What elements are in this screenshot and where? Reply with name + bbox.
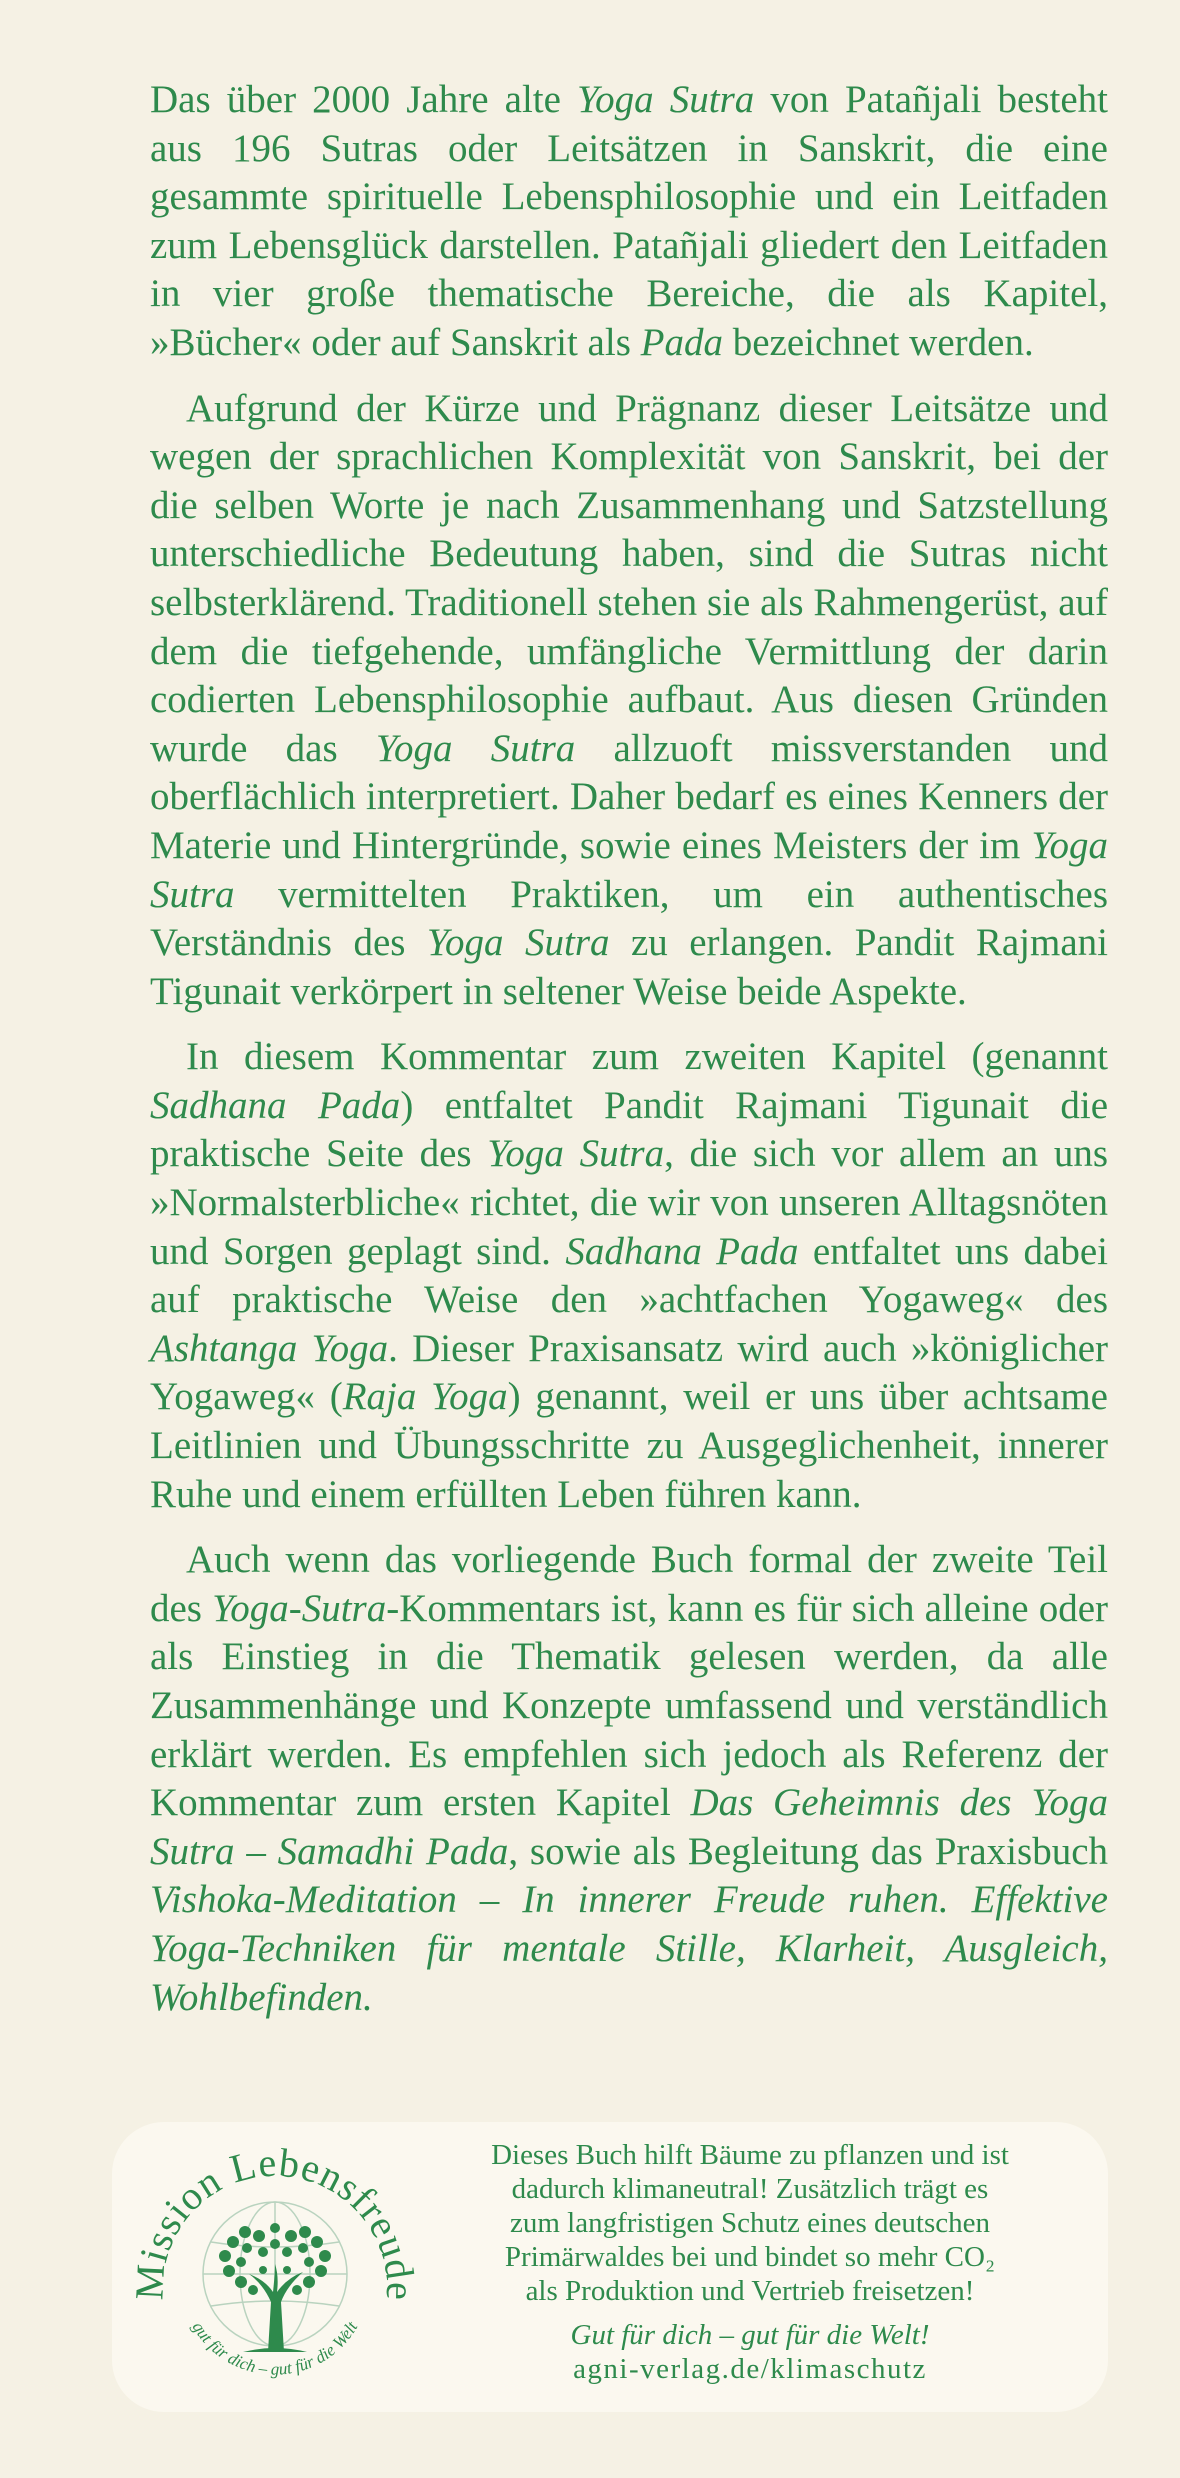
text-run: -Kommentars ist, kann es für sich alleine oder als Einstieg in die Thematik gelesen werden, da alle Zusammenhänge und Konzepte umfassend und verständlich erklärt werden. Es empfehlen sich jedoch als Referenz der Kommentar zum ersten Kapitel bbox=[150, 1586, 1108, 1825]
climate-line: als Produktion und Vertrieb freisetzen! bbox=[525, 2275, 975, 2307]
tree-icon bbox=[219, 2223, 331, 2352]
italic-run: Raja Yoga bbox=[342, 1375, 508, 1419]
text-run: Aufgrund der Kürze und Prägnanz dieser Leitsätze und wegen der sprachlichen Komplexität von Sanskrit, bei der die selben Worte je nach Zusammenhang und Satzstellung unterschiedliche Bedeutung haben, sind die Sutras nicht selbsterklärend. Traditionell stehen sie als Rahmengerüst, auf dem die tiefgehende, umfängliche Vermittlung der darin codierten Lebensphilosophie aufbaut. Aus diesen Gründen wurde das bbox=[150, 386, 1108, 770]
text-run: In diesem Kommentar zum zweiten Kapitel (genannt bbox=[186, 1035, 1108, 1079]
text-run: . Dieser Praxisansatz wird auch »königlicher Yogaweg« ( bbox=[150, 1326, 1108, 1419]
climate-line: Primärwaldes bei und bindet so mehr CO₂ bbox=[504, 2241, 996, 2273]
text-run: allzuoft missverstanden und oberflächlich interpretiert. Daher bedarf es eines Kenners der Materie und Hintergründe, sowie eines Meisters der im bbox=[150, 726, 1109, 867]
italic-run: Yoga Sutra bbox=[487, 1132, 665, 1176]
italic-run: Ashtanga Yoga bbox=[150, 1326, 389, 1370]
climate-line: dadurch klimaneutral! Zusätzlich trägt es bbox=[511, 2173, 989, 2205]
paragraph-3 bbox=[150, 1033, 1108, 1519]
text-run: zu erlangen. Pandit Rajmani Tigunait verkörpert in seltener Weise beide Aspekte. bbox=[150, 921, 1108, 1013]
climate-paragraph bbox=[430, 2138, 1070, 2308]
text-run: ) genannt, weil er uns über achtsame Leitlinien und Übungsschritte zu Ausgeglichenheit, innerer Ruhe und einem erfüllten Leben führen kann. bbox=[150, 1375, 1108, 1516]
italic-run: Yoga Sutra bbox=[375, 726, 576, 770]
italic-run: Yoga-Sutra bbox=[212, 1586, 387, 1630]
italic-run: Sadhana Pada bbox=[150, 1083, 401, 1127]
paragraph-2 bbox=[150, 385, 1108, 1017]
body-text bbox=[150, 76, 1108, 2039]
italic-run: Yoga Sutra bbox=[150, 823, 1108, 916]
mission-lebensfreude-logo bbox=[125, 2124, 425, 2424]
logo-subtitle: gut für dich – gut für die Welt bbox=[188, 2318, 362, 2379]
text-run: Das über 2000 Jahre alte bbox=[150, 78, 578, 121]
climate-line: Dieses Buch hilft Bäume zu pflanzen und ist bbox=[491, 2139, 1009, 2171]
italic-run: Das Geheimnis des Yoga Sutra – Samadhi Pada bbox=[150, 1781, 1108, 1873]
text-run: vermittelten Praktiken, um ein authentisches Verständnis des bbox=[150, 872, 1108, 965]
text-run: ) entfaltet Pandit Rajmani Tigunait die praktische Seite des bbox=[150, 1083, 1108, 1176]
climate-statement bbox=[430, 2138, 1070, 2386]
climate-line: zum langfristigen Schutz eines deutschen bbox=[510, 2207, 990, 2239]
italic-run: Pada bbox=[640, 320, 723, 364]
logo-title: Mission Lebensfreude bbox=[126, 2139, 424, 2302]
text-run: , sowie als Begleitung das Praxisbuch bbox=[508, 1829, 1109, 1873]
italic-run: Sadhana Pada bbox=[565, 1229, 799, 1273]
website-url: agni-verlag.de/klimaschutz bbox=[573, 2353, 927, 2385]
paragraph-4 bbox=[150, 1536, 1108, 2022]
text-run: von Patañjali besteht aus 196 Sutras oder Leitsätzen in Sanskrit, die eine gesammte spirituelle Lebensphilosophie und ein Leitfaden zum Lebensglück darstellen. Patañjali gliedert den Leitfaden in vier große thematische Bereiche, die als Kapitel, »Bücher« oder auf Sanskrit als bbox=[150, 78, 1108, 364]
italic-run: Yoga Sutra bbox=[426, 921, 610, 965]
italic-run: Yoga Sutra bbox=[577, 78, 755, 121]
text-run: Auch wenn das vorliegende Buch formal der zweite Teil des bbox=[150, 1538, 1108, 1630]
text-run: bezeichnet werden. bbox=[722, 320, 1034, 364]
paragraph-1 bbox=[150, 76, 1108, 368]
slogan: Gut für dich – gut für die Welt! bbox=[570, 2319, 930, 2351]
italic-run: Vishoka-Meditation – In innerer Freude ruhen. Effektive Yoga-Techniken für mentale Stille, Klarheit, Ausgleich, Wohlbefinden. bbox=[150, 1878, 1108, 2019]
text-run: , die sich vor allem an uns »Normalsterbliche« richtet, die wir von unseren Alltagsnöten und Sorgen geplagt sind. bbox=[150, 1132, 1109, 1273]
text-run: entfaltet uns dabei auf praktische Weise den »achtfachen Yogaweg« des bbox=[150, 1229, 1109, 1322]
